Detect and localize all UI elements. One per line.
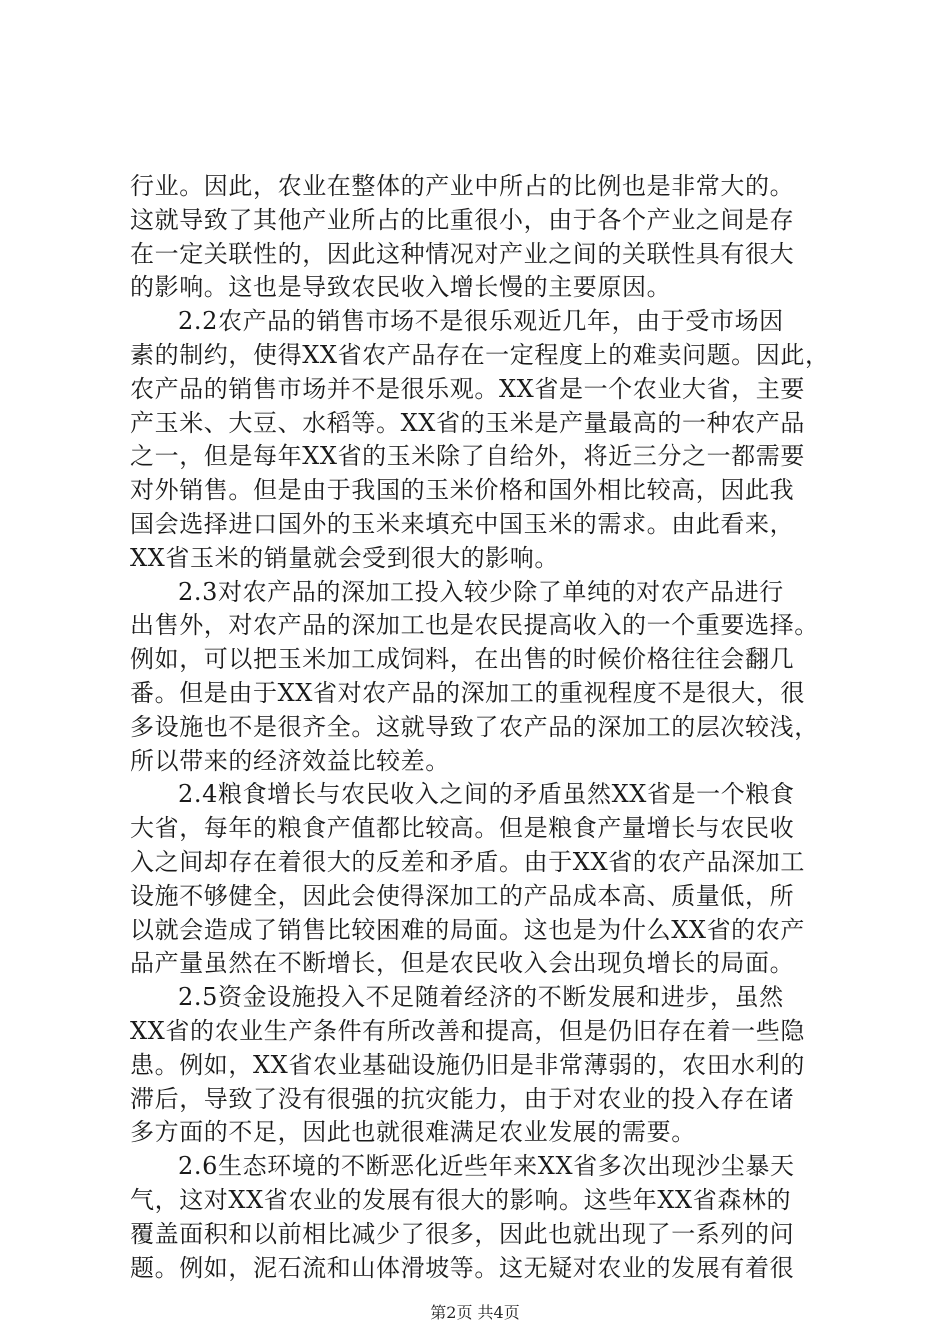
text-line: 番。但是由于XX省对农产品的深加工的重视程度不是很大，很 bbox=[130, 678, 805, 707]
text-line: 产玉米、大豆、水稻等。XX省的玉米是产量最高的一种农产品 bbox=[130, 408, 805, 437]
text-line: 多方面的不足，因此也就很难满足农业发展的需要。 bbox=[130, 1118, 696, 1147]
text-line: 所以带来的经济效益比较差。 bbox=[130, 746, 450, 775]
section-2-4-first-line: 2.4粮食增长与农民收入之间的矛盾虽然XX省是一个粮食 bbox=[178, 780, 795, 809]
text-line: 例如，可以把玉米加工成饲料，在出售的时候价格往往会翻几 bbox=[130, 645, 795, 674]
page-footer: 第2页 共4页 bbox=[430, 1303, 520, 1322]
text-line: 的影响。这也是导致农民收入增长慢的主要原因。 bbox=[130, 273, 672, 302]
text-line: 大省，每年的粮食产值都比较高。但是粮食产量增长与农民收 bbox=[130, 814, 795, 843]
section-2-2-first-line: 2.2农产品的销售市场不是很乐观近几年，由于受市场因 bbox=[178, 307, 784, 336]
text-line: 设施不够健全，因此会使得深加工的产品成本高、质量低，所 bbox=[130, 881, 795, 910]
text-line: 农产品的销售市场并不是很乐观。XX省是一个农业大省，主要 bbox=[130, 374, 805, 403]
section-2-6-first-line: 2.6生态环境的不断恶化近些年来XX省多次出现沙尘暴天 bbox=[178, 1152, 795, 1181]
text-line: 出售外，对农产品的深加工也是农民提高收入的一个重要选择。 bbox=[130, 611, 819, 640]
text-line: 多设施也不是很齐全。这就导致了农产品的深加工的层次较浅， bbox=[130, 712, 819, 741]
text-line: 在一定关联性的，因此这种情况对产业之间的关联性具有很大 bbox=[130, 239, 795, 268]
text-line: 患。例如，XX省农业基础设施仍旧是非常薄弱的，农田水利的 bbox=[130, 1050, 805, 1079]
text-line: 题。例如，泥石流和山体滑坡等。这无疑对农业的发展有着很 bbox=[130, 1253, 795, 1282]
text-line: 这就导致了其他产业所占的比重很小，由于各个产业之间是存 bbox=[130, 205, 795, 234]
text-line: 对外销售。但是由于我国的玉米价格和国外相比较高，因此我 bbox=[130, 476, 795, 505]
section-2-5-first-line: 2.5资金设施投入不足随着经济的不断发展和进步，虽然 bbox=[178, 983, 784, 1012]
text-line: 滞后，导致了没有很强的抗灾能力，由于对农业的投入存在诸 bbox=[130, 1084, 795, 1113]
text-line: XX省的农业生产条件有所改善和提高，但是仍旧存在着一些隐 bbox=[130, 1016, 805, 1045]
text-line: 之一，但是每年XX省的玉米除了自给外，将近三分之一都需要 bbox=[130, 442, 805, 471]
text-line: 素的制约，使得XX省农产品存在一定程度上的难卖问题。因此， bbox=[130, 340, 830, 369]
text-line: 覆盖面积和以前相比减少了很多，因此也就出现了一系列的问 bbox=[130, 1219, 795, 1248]
text-line: XX省玉米的销量就会受到很大的影响。 bbox=[130, 543, 559, 572]
text-line: 入之间却存在着很大的反差和矛盾。由于XX省的农产品深加工 bbox=[130, 847, 805, 876]
text-line: 气，这对XX省农业的发展有很大的影响。这些年XX省森林的 bbox=[130, 1185, 792, 1214]
text-line: 品产量虽然在不断增长，但是农民收入会出现负增长的局面。 bbox=[130, 949, 795, 978]
section-2-3-first-line: 2.3对农产品的深加工投入较少除了单纯的对农产品进行 bbox=[178, 577, 784, 606]
text-line: 行业。因此，农业在整体的产业中所占的比例也是非常大的。 bbox=[130, 172, 795, 200]
text-line: 国会选择进口国外的玉米来填充中国玉米的需求。由此看来， bbox=[130, 509, 795, 538]
body-text bbox=[130, 170, 830, 1285]
text-line: 以就会造成了销售比较困难的局面。这也是为什么XX省的农产 bbox=[130, 915, 805, 944]
